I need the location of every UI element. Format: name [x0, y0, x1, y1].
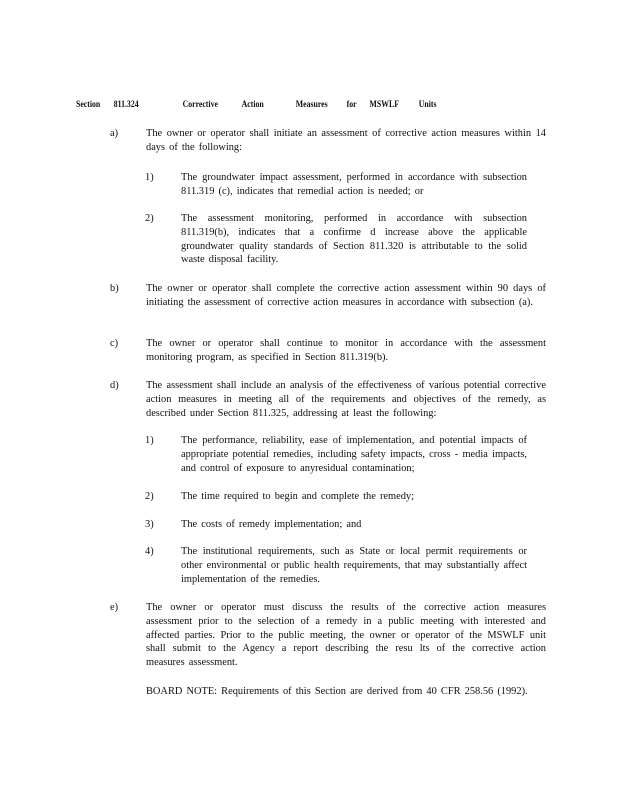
subsection-text: The owner or operator must discuss the results of the corrective action measures assessment prior to the selection of a remedy in a public meeting with interested and affected parties. Prior to the public meeting, the owner or operator of the MSWLF unit shall submit to the Agency a report describing the resu lts of the corrective action measures assessment. [146, 602, 546, 669]
heading-title-word: Units [418, 100, 437, 110]
subsection-text: The assessment shall include an analysis of the effectiveness of various potential corrective action measures in meeting all of the requirements and objectives of the remedy, as described under Section 811.325, addressing at least the following: [146, 380, 546, 419]
subsection-a-1 [145, 171, 527, 199]
subsection-b [110, 282, 546, 310]
subsection-d-3 [145, 518, 527, 532]
subsection-text: The owner or operator shall initiate an assessment of corrective action measures within 14 days of the following: [146, 128, 546, 153]
subsection-text: The owner or operator shall continue to monitor in accordance with the assessment monitoring program, as specified in Section 811.319(b). [146, 338, 546, 363]
subsection-label: b) [110, 283, 119, 294]
heading-title-word: Action [241, 100, 264, 110]
subsection-label: 4) [145, 546, 154, 557]
subsection-text: The costs of remedy implementation; and [181, 519, 362, 530]
subsection-label: d) [110, 380, 119, 391]
heading-title-word: MSWLF [369, 100, 399, 110]
subsection-text: The time required to begin and complete the remedy; [181, 491, 415, 502]
subsection-text: The institutional requirements, such as State or local permit requirements or other environmental or public health requirements, that may substantially affect implementation of the remedies. [181, 546, 527, 585]
subsection-label: 2) [145, 213, 154, 224]
board-note-text: BOARD NOTE: Requirements of this Section are derived from 40 CFR 258.56 (1992). [146, 686, 528, 697]
subsection-e [110, 601, 546, 670]
subsection-label: c) [110, 338, 119, 349]
subsection-label: 1) [145, 435, 154, 446]
subsection-text: The owner or operator shall complete the corrective action assessment within 90 days of initiating the assessment of corrective action measures in accordance with subsection (a). [146, 283, 546, 308]
heading-title-word: for [346, 100, 357, 110]
subsection-label: e) [110, 602, 119, 613]
heading-title-word: Measures [295, 100, 328, 110]
subsection-d [110, 379, 546, 420]
subsection-a [110, 127, 546, 155]
subsection-d-2 [145, 490, 527, 504]
board-note [146, 685, 546, 699]
heading-section-word: Section [76, 100, 101, 110]
subsection-label: 1) [145, 172, 154, 183]
subsection-a-2 [145, 212, 527, 267]
subsection-text: The assessment monitoring, performed in accordance with subsection 811.319(b), indicates that a confirme d increase above the applicable groundwater quality standards of Section 811.320 is attributable to the solid waste disposal facility. [181, 213, 527, 266]
heading-title-word: Corrective [182, 100, 218, 110]
subsection-text: The performance, reliability, ease of implementation, and potential impacts of appropriate potential remedies, including safety impacts, cross - media impacts, and control of exposure to anyresidual contamination; [181, 435, 527, 474]
section-heading [76, 100, 437, 110]
subsection-text: The groundwater impact assessment, performed in accordance with subsection 811.319 (c), indicates that remedial action is needed; or [181, 172, 527, 197]
subsection-d-4 [145, 545, 527, 586]
subsection-d-1 [145, 434, 527, 475]
subsection-label: 2) [145, 491, 154, 502]
subsection-label: a) [110, 128, 119, 139]
subsection-c [110, 337, 546, 365]
heading-section-number: 811.324 [113, 100, 139, 110]
subsection-label: 3) [145, 519, 154, 530]
